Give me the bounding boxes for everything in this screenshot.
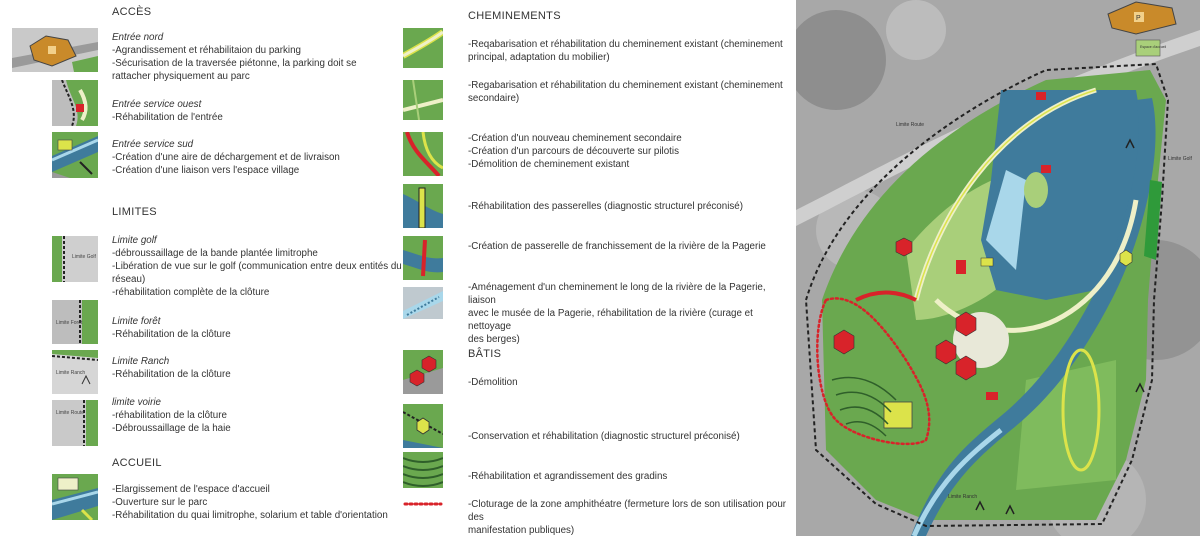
- entry-title: Limite forêt: [112, 316, 161, 327]
- thumb-golf-label: Limite Golf: [72, 254, 96, 260]
- entry-line: -Création de passerelle de franchissement de la rivière de la Pagerie: [468, 241, 766, 252]
- entry-title: Limite golf: [112, 235, 157, 246]
- espace-accueil-label: Espace d'accueil: [1140, 45, 1167, 49]
- entry-line: -Libération de vue sur le golf (communication entre deux entités du: [112, 261, 402, 272]
- thumb-entree-ouest: [52, 80, 98, 126]
- entry-title: Limite Ranch: [112, 356, 170, 367]
- entry-demolition: [468, 376, 788, 389]
- thumb-entree-sud: [52, 132, 98, 178]
- entry-limite-ranch: [112, 355, 402, 381]
- entry-line: -Réhabilitation de la clôture: [112, 369, 231, 380]
- entry-line: -Réhabilitation de l'entrée: [112, 112, 223, 123]
- entry-line: secondaire): [468, 93, 520, 104]
- entry-line: -Création d'une aire de déchargement et de livraison: [112, 152, 340, 163]
- entry-line: -Réhabilitation de la clôture: [112, 329, 231, 340]
- entry-title: Entrée nord: [112, 32, 164, 43]
- entry-line: -Création d'un parcours de découverte sur pilotis: [468, 146, 679, 157]
- thumb-entree-nord: [12, 28, 98, 72]
- entry-line: -réhabilitation complète de la clôture: [112, 287, 270, 298]
- thumb-passerelles: [403, 184, 443, 228]
- entry-line: -Cloturage de la zone amphithéatre (fermeture lors de son utilisation pour des: [468, 499, 787, 523]
- site-plan-map: [796, 0, 1200, 536]
- heading-batis: BÂTIS: [468, 348, 502, 360]
- thumb-passerelle-pagerie: [403, 236, 443, 280]
- entry-cloturage: [468, 498, 793, 537]
- thumb-nouveau-chemin: [403, 132, 443, 176]
- entry-limite-voirie: [112, 396, 402, 435]
- entry-line: -Aménagement d'un cheminement le long de la rivière de la Pagerie, liaison: [468, 282, 766, 306]
- thumb-riviere-pagerie: [403, 287, 443, 319]
- heading-accueil: ACCUEIL: [112, 457, 162, 469]
- thumb-cloturage: [403, 497, 443, 511]
- entry-passerelles: [468, 200, 788, 213]
- entry-title: Entrée service sud: [112, 139, 194, 150]
- entry-conservation: [468, 430, 788, 443]
- entry-line: réseau): [112, 274, 146, 285]
- entry-line: -Réhabilitation des passerelles (diagnostic structurel préconisé): [468, 201, 743, 212]
- entry-chemin-principal: [468, 38, 788, 64]
- entry-title: limite voirie: [112, 397, 161, 408]
- thumb-voirie-label: Limite Route: [56, 410, 85, 416]
- amphitheatre-stage: [884, 402, 912, 428]
- label-limite-ranch: Limite Ranch: [948, 494, 978, 500]
- entry-line: -Regabarisation et réhabilitation du cheminement existant (cheminement: [468, 80, 783, 91]
- thumb-limite-ranch: [52, 350, 98, 394]
- entry-gradins: [468, 470, 788, 483]
- entry-line: -Création d'une liaison vers l'espace village: [112, 165, 300, 176]
- entry-line: -Démolition de cheminement existant: [468, 159, 630, 170]
- entry-line: -Sécurisation de la traversée piétonne, la parking doit se: [112, 58, 357, 69]
- thumb-limite-voirie: [52, 400, 98, 446]
- thumb-foret-label: Limite Forêt: [56, 320, 83, 326]
- entry-accueil: [112, 483, 402, 522]
- entry-line: -Démolition: [468, 377, 518, 388]
- heading-limites: LIMITES: [112, 206, 157, 218]
- label-limite-golf: Limite Golf: [1168, 156, 1192, 162]
- entry-line: des berges): [468, 334, 520, 345]
- thumb-accueil: [52, 474, 98, 520]
- entry-entree-ouest: [112, 98, 402, 124]
- thumb-conservation: [403, 404, 443, 448]
- heading-cheminements: CHEMINEMENTS: [468, 10, 561, 22]
- parking-letter: P: [1136, 15, 1141, 22]
- entry-limite-golf: [112, 234, 402, 299]
- thumb-gradins: [403, 452, 443, 488]
- entry-line: -Reqabarisation et réhabilitation du cheminement existant (cheminement: [468, 39, 783, 50]
- entry-line: avec le musée de la Pagerie, réhabilitation de la rivière (curage et nettoyage: [468, 308, 753, 332]
- entry-line: -Création d'un nouveau cheminement secondaire: [468, 133, 682, 144]
- entry-line: rattacher physiquement au parc: [112, 71, 250, 82]
- label-limite-route: Limite Route: [896, 122, 925, 128]
- entry-entree-sud: [112, 138, 402, 177]
- entry-line: -Réhabilitation et agrandissement des gradins: [468, 471, 668, 482]
- entry-line: -Ouverture sur le parc: [112, 497, 208, 508]
- entry-line: -Conservation et réhabilitation (diagnostic structurel préconisé): [468, 431, 740, 442]
- thumb-limite-golf: [52, 236, 98, 282]
- thumb-chemin-principal: [403, 28, 443, 68]
- entry-line: principal, adaptation du mobilier): [468, 52, 610, 63]
- entry-line: manifestation publiques): [468, 525, 575, 536]
- entry-line: -Débroussaillage de la haie: [112, 423, 231, 434]
- entry-entree-nord: [112, 31, 402, 83]
- entry-passerelle-pagerie: [468, 240, 788, 253]
- entry-chemin-secondaire: [468, 79, 788, 105]
- entry-line: -réhabilitation de la clôture: [112, 410, 227, 421]
- thumb-chemin-secondaire: [403, 80, 443, 120]
- thumb-ranch-label: Limite Ranch: [56, 370, 86, 376]
- entry-line: -Agrandissement et réhabilitaion du parking: [112, 45, 301, 56]
- entry-limite-foret: [112, 315, 402, 341]
- entry-line: -débroussaillage de la bande plantée limitrophe: [112, 248, 318, 259]
- thumb-demolition: [403, 350, 443, 394]
- entry-title: Entrée service ouest: [112, 99, 202, 110]
- entry-line: -Elargissement de l'espace d'accueil: [112, 484, 270, 495]
- entry-nouveau-chemin: [468, 132, 788, 171]
- entry-riviere-pagerie: [468, 281, 793, 346]
- thumb-limite-foret: [52, 300, 98, 344]
- heading-acces: ACCÈS: [112, 6, 152, 18]
- entry-line: -Réhabilitation du quai limitrophe, solarium et table d'orientation: [112, 510, 388, 521]
